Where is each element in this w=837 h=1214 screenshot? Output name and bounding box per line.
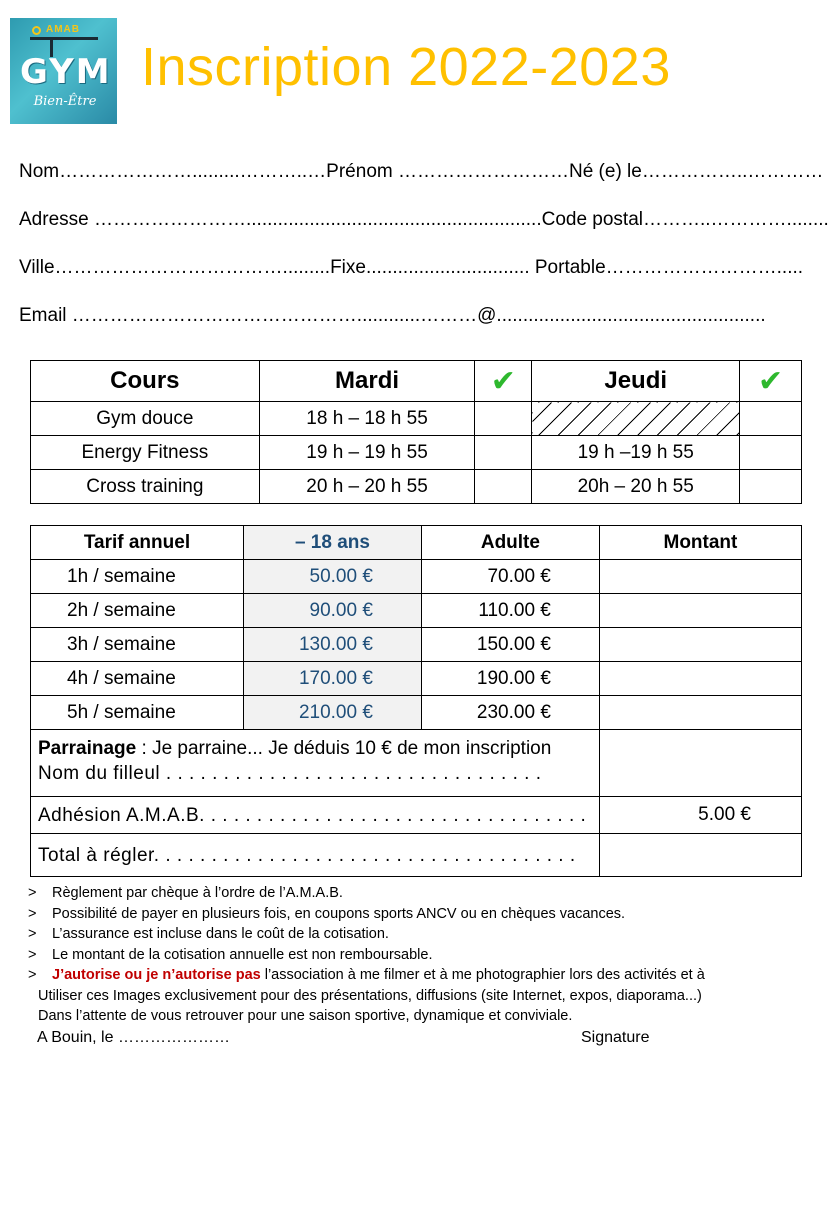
tarif-row [31,696,802,730]
jeudi-unavailable-cell [532,402,740,436]
course-mardi-time: 18 h – 18 h 55 [259,402,475,436]
note-text: Le montant de la cotisation annuelle est non remboursable. [52,946,433,963]
logo-gym-text: GYM [20,52,112,92]
tarif-label: 5h / semaine [31,696,244,730]
parrainage-label: Parrainage [38,738,137,759]
header-montant: Montant [599,526,801,560]
tarif-row [31,628,802,662]
course-row [31,436,802,470]
tarif-row [31,594,802,628]
tarif-junior: 90.00 € [243,594,421,628]
tarif-label: 3h / semaine [31,628,244,662]
course-row [31,402,802,436]
form-line-nom[interactable]: Nom………………….........………..…Prénom ………………………Né (e) le……………..………… [19,161,824,182]
tarif-junior: 210.00 € [243,696,421,730]
course-row [31,470,802,504]
course-name: Gym douce [31,402,260,436]
tarif-adult: 70.00 € [421,560,599,594]
logo-barbell-icon [30,37,98,40]
mardi-checkbox[interactable] [475,470,532,504]
tarif-table [30,525,802,877]
total-amount-cell[interactable] [599,834,801,877]
jeudi-checkbox[interactable] [740,402,802,436]
course-mardi-time: 20 h – 20 h 55 [259,470,475,504]
place-date-field[interactable]: A Bouin, le ………………… [37,1029,230,1046]
check-icon: ✔ [490,364,516,398]
form-line-ville[interactable]: Ville……………………………….........Fixe............................... Portable………………………..... [19,257,804,278]
tarif-amount-cell[interactable] [599,594,801,628]
parrainage-text: : Je parraine... Je déduis 10 € de mon inscription [136,738,552,759]
course-jeudi-time: 20h – 20 h 55 [532,470,740,504]
note-text: Règlement par chèque à l’ordre de l’A.M.A.B. [52,885,343,901]
note-continuation: Utiliser ces Images exclusivement pour des présentations, diffusions (site Internet, expos, diaporama...) [38,987,702,1004]
course-mardi-time: 19 h – 19 h 55 [259,436,475,470]
course-jeudi-time: 19 h –19 h 55 [532,436,740,470]
tarif-junior: 50.00 € [243,560,421,594]
jeudi-checkbox[interactable] [740,470,802,504]
tarif-adult: 110.00 € [421,594,599,628]
tarif-row [31,662,802,696]
tarif-label: 4h / semaine [31,662,244,696]
logo-amab-text: AMAB [46,24,80,35]
courses-table [30,360,802,504]
adhesion-row [31,797,802,834]
bullet: > [28,885,37,901]
tarif-label: 1h / semaine [31,560,244,594]
tarif-junior: 170.00 € [243,662,421,696]
tarif-junior: 130.00 € [243,628,421,662]
tarif-label: 2h / semaine [31,594,244,628]
tarif-adult: 190.00 € [421,662,599,696]
tarif-adult: 150.00 € [421,628,599,662]
page-title: Inscription 2022-2023 [141,37,671,97]
bullet: > [28,905,37,922]
parrainage-amount-cell[interactable] [599,730,801,797]
note-text: l’association à me filmer et à me photographier lors des activités et à [260,967,705,983]
gym-logo [10,18,117,124]
filleul-field[interactable]: Nom du filleul . . . . . . . . . . . . . . . . . . . . . . . . . . . . . . . . . [38,763,542,784]
adhesion-amount: 5.00 € [599,797,801,834]
note-item [28,883,828,904]
note-closing: Dans l’attente de vous retrouver pour une saison sportive, dynamique et conviviale. [38,1008,573,1024]
bullet: > [28,946,37,963]
tarif-amount-cell[interactable] [599,696,801,730]
course-name: Energy Fitness [31,436,260,470]
bullet: > [28,967,37,983]
tarif-amount-cell[interactable] [599,628,801,662]
note-item [28,945,828,966]
parrainage-line [38,736,599,761]
note-item-autorisation [28,965,828,986]
tarif-amount-cell[interactable] [599,662,801,696]
tarif-row [31,560,802,594]
notes-section [28,883,828,1027]
header-junior: – 18 ans [243,526,421,560]
mardi-checkbox[interactable] [475,402,532,436]
note-text: Possibilité de payer en plusieurs fois, en coupons sports ANCV ou en chèques vacances. [52,905,626,922]
adhesion-label: Adhésion A.M.A.B. . . . . . . . . . . . . . . . . . . . . . . . . . . . . . . . . . [31,797,600,834]
parrainage-cell [31,730,600,797]
mardi-checkbox[interactable] [475,436,532,470]
jeudi-checkbox[interactable] [740,436,802,470]
note-text: L’assurance est incluse dans le coût de la cotisation. [52,926,389,942]
check-icon: ✔ [757,364,784,398]
form-line-email[interactable]: Email ………………………………………............………@................................................... [19,305,766,326]
bullet: > [28,926,37,942]
form-line-adresse[interactable]: Adresse ……………………........................................................Code postal………..…………........ [19,209,829,230]
header-tarif: Tarif annuel [31,526,244,560]
logo-subtitle: Bien-Être [33,94,97,109]
mardi-check-header [475,361,532,402]
header-cours: Cours [31,361,260,402]
note-item [28,924,828,945]
signature-label: Signature [581,1029,650,1046]
autorisation-choice[interactable]: J’autorise ou je n’autorise pas [52,967,261,983]
tarif-adult: 230.00 € [421,696,599,730]
total-label: Total à régler. . . . . . . . . . . . . . . . . . . . . . . . . . . . . . . . . . . . . [31,834,600,877]
jeudi-check-header [740,361,802,402]
course-name: Cross training [31,470,260,504]
tarif-amount-cell[interactable] [599,560,801,594]
header-mardi: Mardi [259,361,475,402]
note-item [28,904,828,925]
header-adulte: Adulte [421,526,599,560]
parrainage-row [31,730,802,797]
header-jeudi: Jeudi [532,361,740,402]
total-row [31,834,802,877]
logo-ring-icon [32,26,41,35]
